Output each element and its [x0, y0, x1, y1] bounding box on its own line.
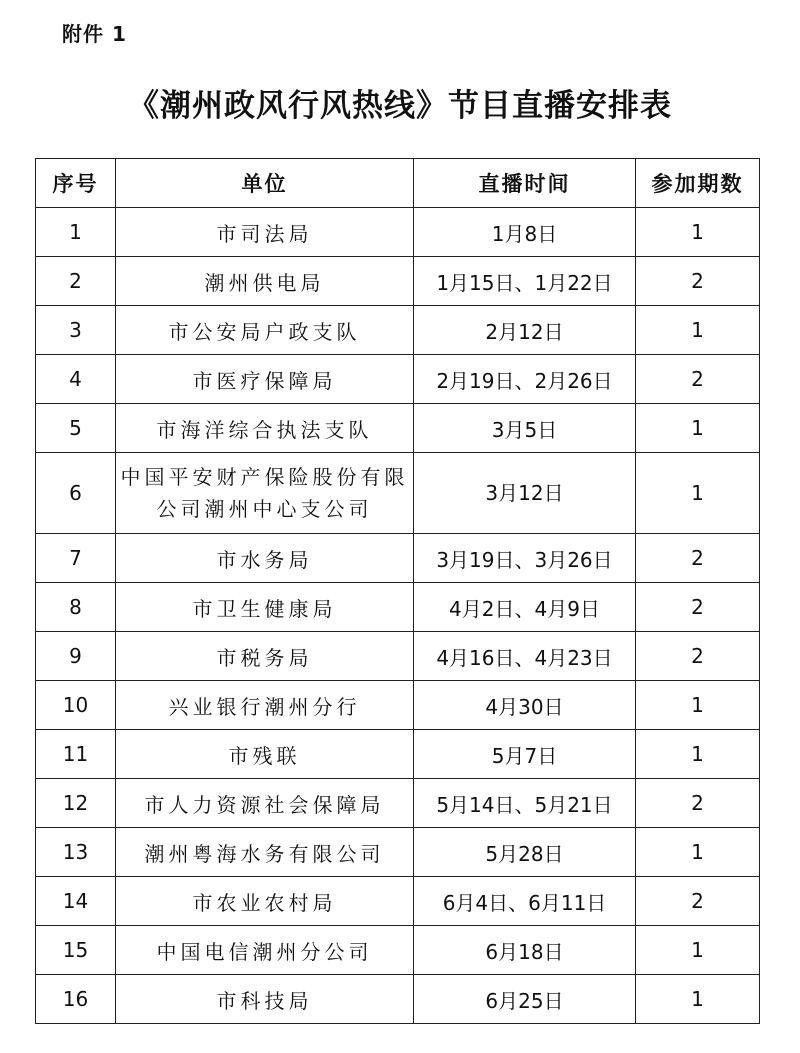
cell-count: 1	[636, 926, 760, 975]
table-row	[36, 534, 760, 583]
cell-no: 15	[36, 926, 116, 975]
cell-unit: 兴业银行潮州分行	[116, 681, 414, 730]
cell-no: 10	[36, 681, 116, 730]
cell-no: 1	[36, 208, 116, 257]
table-row	[36, 877, 760, 926]
table-row	[36, 208, 760, 257]
cell-no: 3	[36, 306, 116, 355]
cell-time: 1月15日、1月22日	[414, 257, 636, 306]
cell-time: 6月18日	[414, 926, 636, 975]
cell-no: 6	[36, 453, 116, 534]
cell-time: 3月19日、3月26日	[414, 534, 636, 583]
cell-no: 9	[36, 632, 116, 681]
cell-unit: 市海洋综合执法支队	[116, 404, 414, 453]
cell-count: 1	[636, 828, 760, 877]
table-row	[36, 828, 760, 877]
cell-count: 2	[636, 534, 760, 583]
cell-no: 8	[36, 583, 116, 632]
cell-unit: 市医疗保障局	[116, 355, 414, 404]
cell-time: 4月2日、4月9日	[414, 583, 636, 632]
cell-unit: 市水务局	[116, 534, 414, 583]
cell-count: 1	[636, 681, 760, 730]
page-title: 《潮州政风行风热线》节目直播安排表	[128, 88, 672, 124]
table-row	[36, 730, 760, 779]
cell-no: 12	[36, 779, 116, 828]
cell-time: 1月8日	[414, 208, 636, 257]
table-row	[36, 404, 760, 453]
cell-count: 1	[636, 306, 760, 355]
cell-count: 2	[636, 779, 760, 828]
cell-unit: 市科技局	[116, 975, 414, 1024]
cell-unit: 市卫生健康局	[116, 583, 414, 632]
header-no: 序号	[36, 159, 116, 208]
cell-count: 2	[636, 632, 760, 681]
cell-time: 2月12日	[414, 306, 636, 355]
cell-unit: 市农业农村局	[116, 877, 414, 926]
table-row	[36, 632, 760, 681]
cell-unit: 市司法局	[116, 208, 414, 257]
cell-unit: 市公安局户政支队	[116, 306, 414, 355]
header-unit: 单位	[116, 159, 414, 208]
table-row	[36, 681, 760, 730]
table-row	[36, 453, 760, 534]
table-row	[36, 355, 760, 404]
table-header-row	[36, 159, 760, 208]
cell-unit: 潮州粤海水务有限公司	[116, 828, 414, 877]
cell-time: 6月25日	[414, 975, 636, 1024]
cell-no: 11	[36, 730, 116, 779]
cell-count: 2	[636, 257, 760, 306]
cell-unit: 市残联	[116, 730, 414, 779]
cell-unit: 中国电信潮州分公司	[116, 926, 414, 975]
cell-count: 2	[636, 355, 760, 404]
cell-count: 2	[636, 583, 760, 632]
cell-time: 3月12日	[414, 453, 636, 534]
cell-time: 5月7日	[414, 730, 636, 779]
cell-time: 6月4日、6月11日	[414, 877, 636, 926]
cell-no: 13	[36, 828, 116, 877]
header-time: 直播时间	[414, 159, 636, 208]
cell-count: 2	[636, 877, 760, 926]
cell-time: 5月14日、5月21日	[414, 779, 636, 828]
table-row	[36, 975, 760, 1024]
cell-unit: 中国平安财产保险股份有限公司潮州中心支公司	[116, 453, 414, 534]
cell-no: 5	[36, 404, 116, 453]
table-row	[36, 926, 760, 975]
cell-count: 1	[636, 208, 760, 257]
cell-time: 5月28日	[414, 828, 636, 877]
cell-unit: 市税务局	[116, 632, 414, 681]
header-count: 参加期数	[636, 159, 760, 208]
table-row	[36, 779, 760, 828]
schedule-table	[35, 158, 760, 1024]
cell-time: 4月16日、4月23日	[414, 632, 636, 681]
cell-time: 3月5日	[414, 404, 636, 453]
table-row	[36, 306, 760, 355]
cell-time: 4月30日	[414, 681, 636, 730]
cell-count: 1	[636, 453, 760, 534]
cell-unit: 市人力资源社会保障局	[116, 779, 414, 828]
cell-no: 2	[36, 257, 116, 306]
cell-no: 7	[36, 534, 116, 583]
attachment-label: 附件 1	[62, 22, 127, 46]
cell-count: 1	[636, 730, 760, 779]
cell-no: 4	[36, 355, 116, 404]
table-row	[36, 257, 760, 306]
cell-count: 1	[636, 975, 760, 1024]
cell-unit: 潮州供电局	[116, 257, 414, 306]
cell-count: 1	[636, 404, 760, 453]
cell-time: 2月19日、2月26日	[414, 355, 636, 404]
cell-no: 16	[36, 975, 116, 1024]
cell-no: 14	[36, 877, 116, 926]
table-row	[36, 583, 760, 632]
